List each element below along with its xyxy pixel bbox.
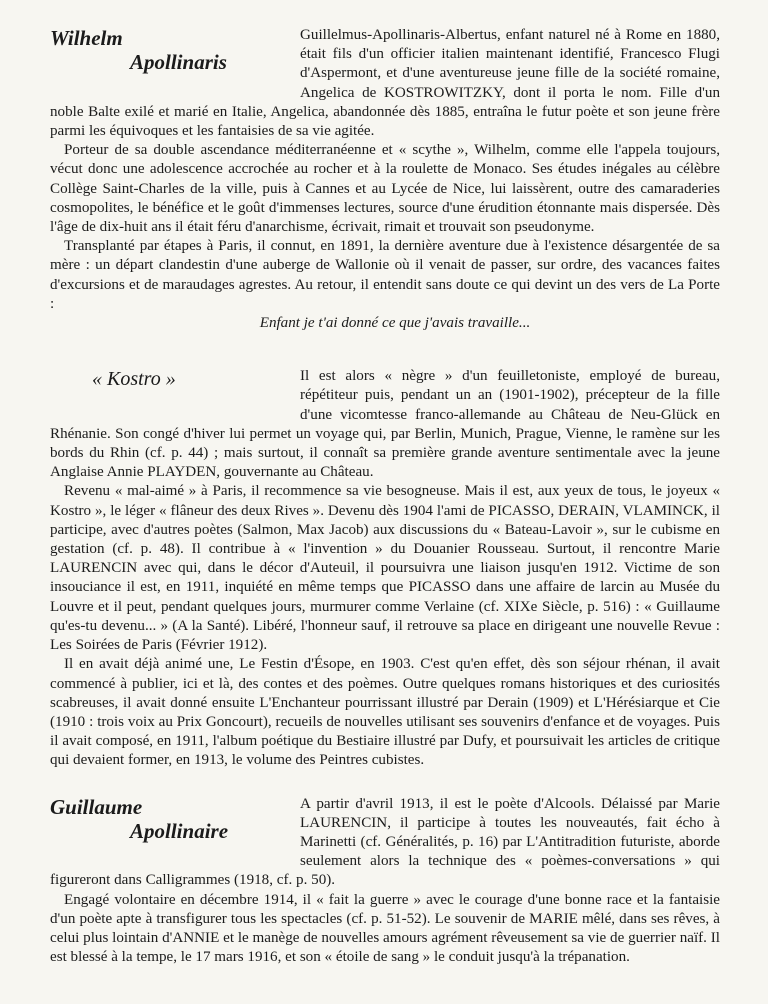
- paragraph: Transplanté par étapes à Paris, il connut, en 1891, la dernière aventure due à l'existence désargentée de sa mère : un départ clandestin d'une auberge de Wallonie où il venait de passer, sur ordre, des vacances faites d'excursions et de maraudages agrestes. Au retour, il entendit sans doute ce qui devint un des vers de La Porte :: [50, 238, 720, 312]
- paragraph: Il est alors « nègre » d'un feuilletoniste, employé de bureau, répétiteur puis, pendant un an (1901-1902), précepteur de la fille d'une vicomtesse franco-allemande au Château de Neu-Glück en Rhénanie. Son congé d'hiver lui permet un voyage qui, par Berlin, Munich, Prague, Vienne, le ramène sur les bords du Rhin (cf. p. 44) ; mais surtout, il connaît sa première grande aventure sentimentale avec la jeune Anglaise Annie PLAYDEN, gouvernante au Château.: [50, 368, 720, 481]
- section-heading: [50, 795, 290, 853]
- document-page: [50, 26, 720, 967]
- paragraph: A partir d'avril 1913, il est le poète d'Alcools. Délaissé par Marie LAURENCIN, il participe à toutes les nouveautés, fait écho à Marinetti (cf. Généralités, p. 16) par L'Antitradition futuriste, aborde seulement alors la technique des « poèmes-conversations » qui figureront dans Calligrammes (1918, cf. p. 50).: [50, 795, 720, 889]
- section-wilhelm-apollinaris: [50, 26, 720, 333]
- section-guillaume-apollinaire: [50, 795, 720, 968]
- paragraph: Engagé volontaire en décembre 1914, il « fait la guerre » avec le courage d'une bonne race et la fantaisie d'un poète apte à transfigurer tous les spectacles (cf. p. 51-52). Le souvenir de MARIE mêlé, dans ses rêves, à celui plus lointain d'ANNIE et le manège de nouvelles amours agrément rêveusement sa vie de guerrier naïf. Il est blessé à la tempe, le 17 mars 1916, et son « étoile de sang » le conduit jusqu'à la trépanation.: [50, 891, 720, 966]
- paragraph: Il en avait déjà animé une, Le Festin d'Ésope, en 1903. C'est qu'en effet, dès son séjour rhénan, il avait commencé à publier, ici et là, des contes et des poèmes. Outre quelques romans historiques et des curiosités scabreuses, il avait donné ensuite L'Enchanteur pourrissant illustré par Derain (1909) et L'Hérésiarque et Cie (1910 : trois voix au Prix Goncourt), recueils de nouvelles utilisant ses souvenirs d'enfance et de voyages. Puis il avait composé, en 1911, l'album poétique du Bestiaire illustré par Dufy, et poursuivait les articles de critique qui devaient former, en 1913, le volume des Peintres cubistes.: [50, 656, 720, 769]
- paragraph: Revenu « mal-aimé » à Paris, il recommence sa vie besogneuse. Mais il est, aux yeux de tous, le joyeux « Kostro », le léger « flâneur des deux Rives ». Devenu dès 1904 l'ami de PICASSO, DERAIN, VLAMINCK, il participe, avec d'autres poètes (Salmon, Max Jacob) aux discussions du « Bateau-Lavoir », sur le cubisme en gestation (cf. p. 48). Il contribue à « l'invention » du Douanier Rousseau. Surtout, il rencontre Marie LAURENCIN avec qui, dans le décor d'Auteuil, il poursuivra une liaison jusqu'en 1912. Victime de son insouciance il est, en 1911, inquiété en même temps que PICASSO dans une affaire de larcin au Musée du Louvre et il peut, pendant quelques jours, murmurer comme Verlaine (cf. XIXe Siècle, p. 516) : « Guillaume qu'es-tu devenu... » (A la Santé). Libéré, l'honneur sauf, il retrouve sa place en dirigeant une nouvelle Revue : Les Soirées de Paris (Février 1912).: [50, 483, 720, 654]
- paragraph: Guillelmus-Apollinaris-Albertus, enfant naturel né à Rome en 1880, était fils d'un officier italien maintenant identifié, Francesco Flugi d'Aspermont, et d'une aventureuse jeune fille de la société romaine, Angelica de KOSTROWITZKY, dont il porta le nom. Fille d'un noble Balte exilé et marié en Italie, Angelica, abandonnée dès 1885, entraîna le futur poète et son jeune frère parmi les équivoques et les fantaisies de sa vie agitée.: [50, 27, 720, 140]
- section-spacer: [50, 333, 720, 367]
- heading-line-2: Apollinaire: [130, 818, 229, 843]
- heading-line-1: « Kostro »: [92, 368, 176, 391]
- heading-line-1: Guillaume: [50, 794, 143, 819]
- verse-quote: Enfant je t'ai donné ce que j'avais travaille...: [259, 315, 531, 332]
- section-spacer: [50, 771, 720, 795]
- section-heading: [50, 367, 290, 407]
- heading-line-1: Wilhelm: [50, 26, 123, 50]
- paragraph: Porteur de sa double ascendance méditerranéenne et « scythe », Wilhelm, comme elle l'appela toujours, vécut donc une adolescence accrochée au rocher et à la roulette de Monaco. Ses études inégales au célèbre Collège Saint-Charles de la ville, puis à Cannes et au Lycée de Nice, lui laissèrent, outre des camaraderies cosmopolites, le bénéfice et le goût d'immenses lectures, source d'une érudition étonnante mais dispersée. Dès l'âge de dix-huit ans il était féru d'anarchisme, écrivait, rimait et trouvait son pseudonyme.: [50, 142, 720, 236]
- section-heading: [50, 26, 290, 84]
- heading-line-2: Apollinaris: [130, 50, 227, 74]
- section-kostro: [50, 367, 720, 770]
